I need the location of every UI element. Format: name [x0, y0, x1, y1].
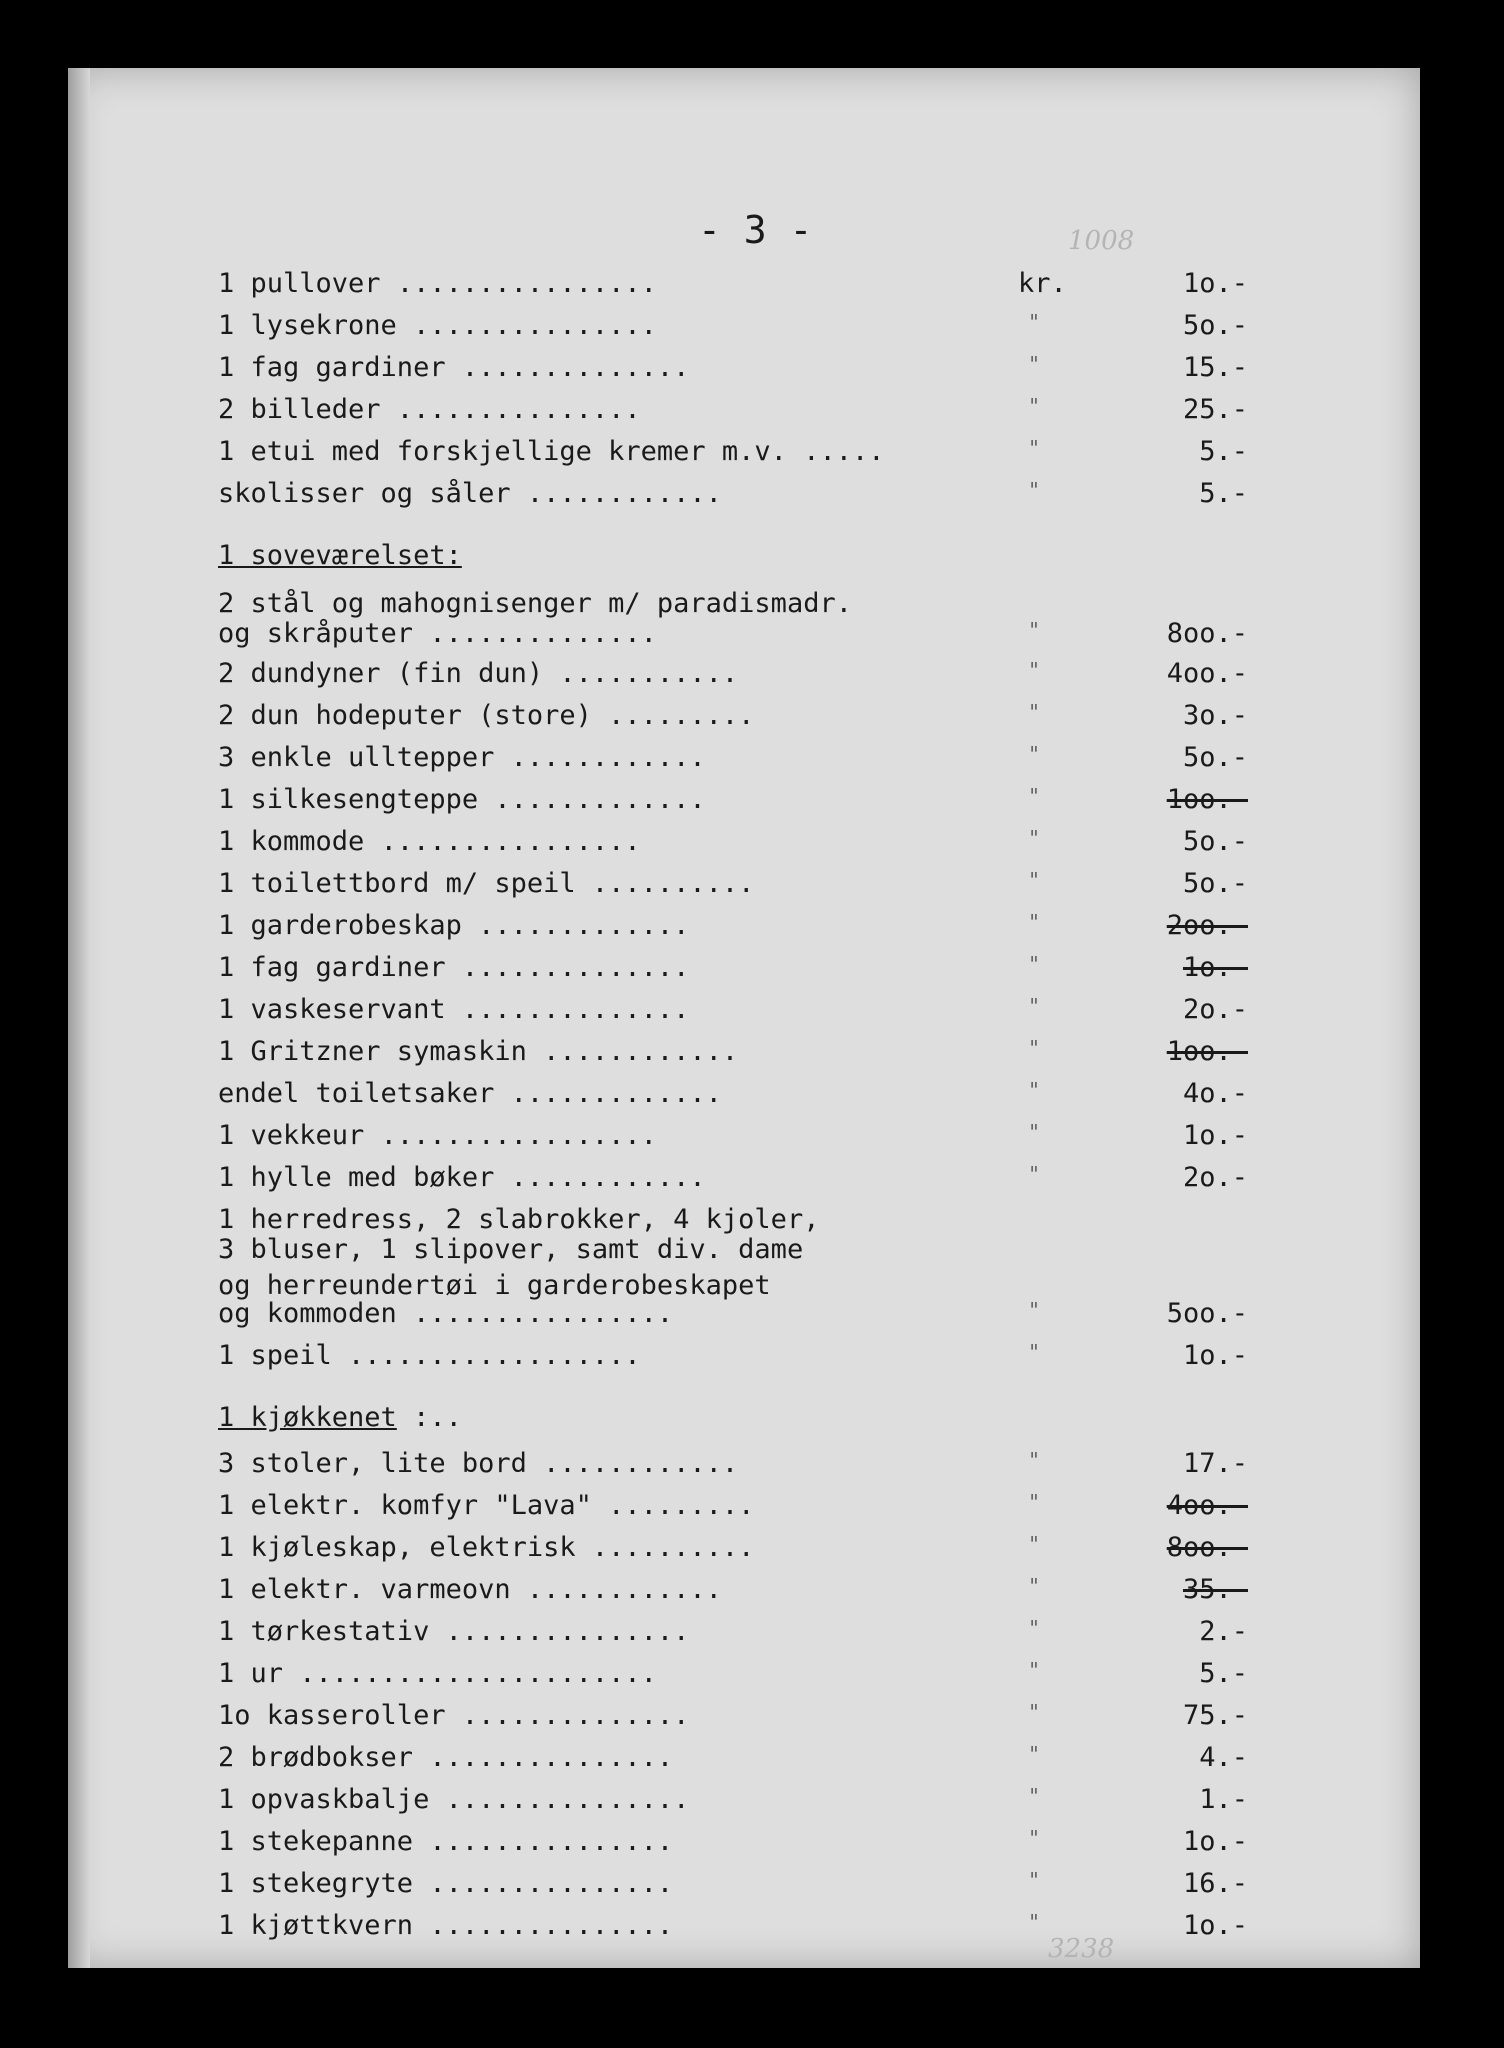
dot-leader: ............ — [510, 742, 706, 773]
heading-prefix: 1 — [218, 1402, 251, 1433]
amount: 1o.- — [1182, 1826, 1248, 1857]
list-item — [218, 910, 1248, 950]
ditto-mark: " — [1028, 1784, 1041, 1808]
item-name: 1 ur — [218, 1658, 300, 1689]
amount: 5o.- — [1182, 742, 1248, 773]
item-name: 1 kjøttkvern — [218, 1910, 430, 1941]
ditto-mark: " — [1028, 436, 1041, 460]
item-description — [218, 1700, 689, 1731]
amount-struck: 4oo.- — [1166, 1490, 1248, 1521]
list-item — [218, 784, 1248, 824]
item-name: 1 elektr. varmeovn — [218, 1574, 527, 1605]
page-fold-shadow — [68, 68, 90, 1968]
amount: 75.- — [1182, 1700, 1248, 1731]
list-item — [218, 1120, 1248, 1160]
amount-struck: 1o.- — [1182, 952, 1248, 983]
item-description — [218, 742, 706, 773]
list-item — [218, 1036, 1248, 1076]
ditto-mark: " — [1028, 700, 1041, 724]
ditto-mark: " — [1028, 1340, 1041, 1364]
list-item — [218, 1658, 1248, 1698]
list-item — [218, 1490, 1248, 1530]
ditto-mark: " — [1028, 868, 1041, 892]
item-name: 1 elektr. komfyr "Lava" — [218, 1490, 609, 1521]
dot-leader: ............ — [526, 1574, 722, 1605]
item-name: 1 stekegryte — [218, 1868, 430, 1899]
item-description — [218, 1826, 673, 1857]
item-description — [218, 394, 641, 425]
list-item — [218, 1162, 1248, 1202]
dot-leader: ..... — [803, 436, 885, 467]
item-description-line: 2 stål og mahognisenger m/ paradismadr. — [218, 588, 852, 619]
item-name: 2 billeder — [218, 394, 397, 425]
amount: 4.- — [1199, 1742, 1248, 1773]
dot-leader: ................. — [380, 1120, 657, 1151]
ditto-mark: " — [1028, 1162, 1041, 1186]
list-item — [218, 1700, 1248, 1740]
dot-leader: ................ — [413, 1298, 674, 1329]
dot-leader: ............. — [478, 910, 690, 941]
amount: 5o.- — [1182, 310, 1248, 341]
dot-leader: .......... — [591, 1532, 755, 1563]
ditto-mark: " — [1028, 1448, 1041, 1472]
dot-leader: .......... — [591, 868, 755, 899]
list-item — [218, 952, 1248, 992]
item-description — [218, 700, 754, 731]
item-name: 1 garderobeskap — [218, 910, 479, 941]
list-item — [218, 1448, 1248, 1488]
amount: 1o.- — [1182, 1120, 1248, 1151]
item-name: 1 toilettbord m/ speil — [218, 868, 592, 899]
ditto-mark: " — [1028, 1036, 1041, 1060]
ditto-mark: " — [1028, 784, 1041, 808]
list-item — [218, 1532, 1248, 1572]
amount: 2.- — [1199, 1616, 1248, 1647]
ditto-mark: " — [1028, 478, 1041, 502]
dot-leader: .............. — [461, 994, 690, 1025]
currency-unit: kr. — [1018, 268, 1067, 299]
ditto-mark: " — [1028, 394, 1041, 418]
item-description — [218, 868, 754, 899]
list-item — [218, 1868, 1248, 1908]
list-item — [218, 394, 1248, 434]
ditto-mark: " — [1028, 1532, 1041, 1556]
dot-leader: .............. — [461, 1700, 690, 1731]
heading-text: kjøkkenet — [250, 1402, 397, 1433]
section-heading-bedroom — [218, 540, 462, 571]
amount-struck: 1oo.- — [1166, 1036, 1248, 1067]
item-description — [218, 1120, 657, 1151]
item-description — [218, 1162, 706, 1193]
item-name: 1 stekepanne — [218, 1826, 430, 1857]
amount-struck: 35.- — [1182, 1574, 1248, 1605]
section-heading-kitchen — [218, 1402, 462, 1433]
amount: 16.- — [1182, 1868, 1248, 1899]
list-item — [218, 1298, 1248, 1338]
item-name: 1 opvaskbalje — [218, 1784, 446, 1815]
item-description — [218, 1036, 738, 1067]
item-name: 1 vekkeur — [218, 1120, 381, 1151]
ditto-mark: " — [1028, 658, 1041, 682]
archive-mark-top: 1008 — [1068, 226, 1135, 256]
amount-struck: 2oo.- — [1166, 910, 1248, 941]
item-description — [218, 994, 689, 1025]
item-description — [218, 478, 722, 509]
item-name: 1 Gritzner symaskin — [218, 1036, 544, 1067]
amount: 2o.- — [1182, 1162, 1248, 1193]
ditto-mark: " — [1028, 1658, 1041, 1682]
amount: 17.- — [1182, 1448, 1248, 1479]
list-item — [218, 868, 1248, 908]
dot-leader: ............. — [510, 1078, 722, 1109]
amount: 15.- — [1182, 352, 1248, 383]
amount: 5.- — [1199, 478, 1248, 509]
item-name: 2 dun hodeputer (store) — [218, 700, 609, 731]
amount-struck: 8oo.- — [1166, 1532, 1248, 1563]
dot-leader: ......... — [608, 1490, 755, 1521]
item-name: 1 tørkestativ — [218, 1616, 446, 1647]
item-description — [218, 1910, 673, 1941]
ditto-mark: " — [1028, 310, 1041, 334]
dot-leader: ................ — [380, 826, 641, 857]
ditto-mark: " — [1028, 1574, 1041, 1598]
dot-leader: ................ — [396, 268, 657, 299]
item-description — [218, 1298, 673, 1329]
dot-leader: ............... — [445, 1784, 690, 1815]
amount: 4oo.- — [1166, 658, 1248, 689]
item-name: 1 kommode — [218, 826, 381, 857]
item-description-line: 3 bluser, 1 slipover, samt div. dame — [218, 1234, 804, 1265]
item-description-line: og herreundertøi i garderobeskapet — [218, 1270, 771, 1301]
list-item — [218, 588, 1248, 658]
list-item — [218, 826, 1248, 866]
ditto-mark: " — [1028, 1120, 1041, 1144]
item-description — [218, 1448, 738, 1479]
item-name: og skråputer — [218, 618, 430, 649]
ditto-mark: " — [1028, 742, 1041, 766]
list-item — [218, 310, 1248, 350]
list-item — [218, 352, 1248, 392]
amount: 5o.- — [1182, 868, 1248, 899]
amount: 25.- — [1182, 394, 1248, 425]
item-name: 1 speil — [218, 1340, 349, 1371]
amount: 5.- — [1199, 1658, 1248, 1689]
item-name: og kommoden — [218, 1298, 414, 1329]
dot-leader: .............. — [461, 952, 690, 983]
dot-leader: ............. — [494, 784, 706, 815]
item-description — [218, 436, 884, 467]
list-item — [218, 742, 1248, 782]
heading-prefix: 1 — [218, 540, 251, 571]
item-name: 3 stoler, lite bord — [218, 1448, 544, 1479]
list-item — [218, 700, 1248, 740]
amount: 1o.- — [1182, 1340, 1248, 1371]
item-description — [218, 1574, 722, 1605]
list-item — [218, 436, 1248, 476]
item-description — [218, 952, 689, 983]
item-description — [218, 1340, 641, 1371]
list-item — [218, 1574, 1248, 1614]
dot-leader: ............ — [510, 1162, 706, 1193]
ditto-mark: " — [1028, 910, 1041, 934]
amount: 1o.- — [1182, 268, 1248, 299]
ditto-mark: " — [1028, 994, 1041, 1018]
ditto-mark: " — [1028, 826, 1041, 850]
ditto-mark: " — [1028, 1700, 1041, 1724]
document-page — [68, 68, 1420, 1968]
ditto-mark: " — [1028, 1826, 1041, 1850]
dot-leader: ............... — [429, 1868, 674, 1899]
item-name: 1 kjøleskap, elektrisk — [218, 1532, 592, 1563]
dot-leader: ............ — [543, 1036, 739, 1067]
dot-leader: ............... — [429, 1742, 674, 1773]
list-item — [218, 268, 1248, 308]
dot-leader: ........... — [559, 658, 739, 689]
dot-leader: ............... — [429, 1910, 674, 1941]
list-item — [218, 1826, 1248, 1866]
item-name: 1 vaskeservant — [218, 994, 462, 1025]
list-item — [218, 1784, 1248, 1824]
heading-suffix: :.. — [396, 1402, 462, 1433]
list-item — [218, 1078, 1248, 1118]
item-description-line: 1 herredress, 2 slabrokker, 4 kjoler, — [218, 1204, 820, 1235]
dot-leader: ............ — [526, 478, 722, 509]
item-name: 3 enkle ulltepper — [218, 742, 511, 773]
ditto-mark: " — [1028, 952, 1041, 976]
amount: 1o.- — [1182, 1910, 1248, 1941]
list-item — [218, 478, 1248, 518]
amount: 5o.- — [1182, 826, 1248, 857]
item-description — [218, 268, 657, 299]
archive-mark-bottom: 3238 — [1048, 1934, 1115, 1964]
item-name: 1 fag gardiner — [218, 952, 462, 983]
amount: 2o.- — [1182, 994, 1248, 1025]
item-name: 1 lysekrone — [218, 310, 414, 341]
dot-leader: ...................... — [299, 1658, 657, 1689]
amount: 3o.- — [1182, 700, 1248, 731]
amount-struck: 1oo.- — [1166, 784, 1248, 815]
amount: 5.- — [1199, 436, 1248, 467]
ditto-mark: " — [1028, 1616, 1041, 1640]
item-description — [218, 1658, 657, 1689]
dot-leader: ............... — [445, 1616, 690, 1647]
ditto-mark: " — [1028, 352, 1041, 376]
item-name: 2 brødbokser — [218, 1742, 430, 1773]
amount: 1.- — [1199, 1784, 1248, 1815]
item-description — [218, 1078, 722, 1109]
list-item — [218, 1742, 1248, 1782]
ditto-mark: " — [1028, 1078, 1041, 1102]
item-name: 1 hylle med bøker — [218, 1162, 511, 1193]
item-description — [218, 1868, 673, 1899]
amount: 4o.- — [1182, 1078, 1248, 1109]
list-item — [218, 1910, 1248, 1950]
item-description — [218, 1490, 754, 1521]
item-name: 1o kasseroller — [218, 1700, 462, 1731]
item-name: endel toiletsaker — [218, 1078, 511, 1109]
item-name: 1 silkesengteppe — [218, 784, 495, 815]
ditto-mark: " — [1028, 1490, 1041, 1514]
item-description — [218, 826, 641, 857]
ditto-mark: " — [1028, 1910, 1041, 1934]
heading-text: soveværelset: — [250, 540, 462, 571]
dot-leader: ............... — [396, 394, 641, 425]
amount: 8oo.- — [1166, 618, 1248, 649]
item-description — [218, 352, 689, 383]
list-item — [218, 1340, 1248, 1380]
dot-leader: ............ — [543, 1448, 739, 1479]
dot-leader: .............. — [461, 352, 690, 383]
item-name: 1 etui med forskjellige kremer m.v. — [218, 436, 804, 467]
amount: 5oo.- — [1166, 1298, 1248, 1329]
item-description — [218, 910, 689, 941]
dot-leader: .................. — [348, 1340, 641, 1371]
ditto-mark: " — [1028, 1298, 1041, 1322]
item-description — [218, 1784, 689, 1815]
item-description — [218, 1616, 689, 1647]
item-name: 1 fag gardiner — [218, 352, 462, 383]
item-description — [218, 1742, 673, 1773]
dot-leader: ......... — [608, 700, 755, 731]
list-item — [218, 1616, 1248, 1656]
dot-leader: ............... — [429, 1826, 674, 1857]
list-item — [218, 994, 1248, 1034]
ditto-mark: " — [1028, 618, 1041, 642]
item-name: skolisser og såler — [218, 478, 527, 509]
item-description — [218, 1532, 754, 1563]
dot-leader: .............. — [429, 618, 657, 649]
list-item — [218, 658, 1248, 698]
item-name: 1 pullover — [218, 268, 397, 299]
dot-leader: ............... — [413, 310, 657, 341]
item-name: 2 dundyner (fin dun) — [218, 658, 560, 689]
item-description — [218, 784, 706, 815]
page-number: - 3 - — [698, 208, 813, 252]
item-description — [218, 658, 738, 689]
ditto-mark: " — [1028, 1868, 1041, 1892]
ditto-mark: " — [1028, 1742, 1041, 1766]
item-description — [218, 618, 657, 649]
item-description — [218, 310, 657, 341]
